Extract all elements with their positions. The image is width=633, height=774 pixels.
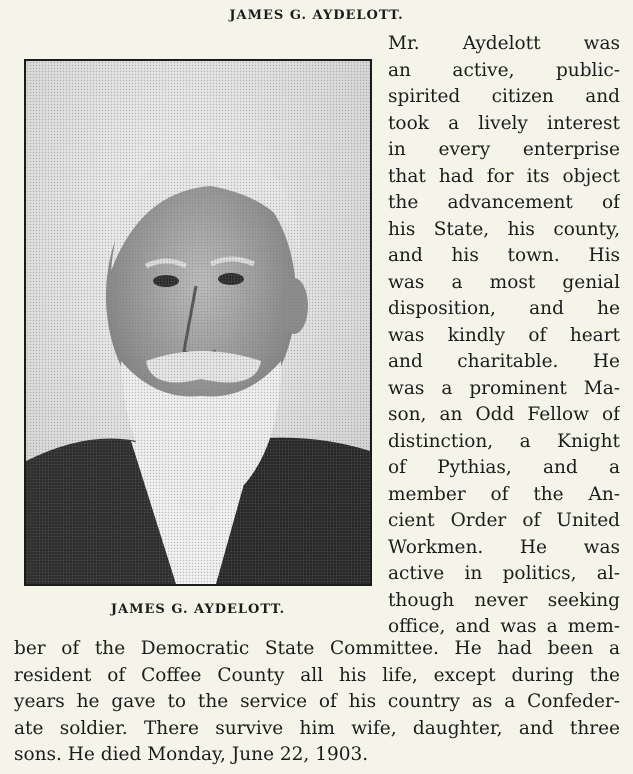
article-line: was a most genial [388,271,620,293]
article-line: spirited citizen and [388,86,620,107]
article-line: sons. He died Monday, June 22, 1903. [14,744,369,765]
article-line: office, and was a mem- [388,616,620,637]
article-column-text [388,31,620,641]
article-line: disposition, and he [388,298,620,319]
article-line: ber of the Democratic State Committee. He had been a [14,638,620,659]
article-line: son, an Odd Fellow of [388,404,620,425]
portrait-photo [24,59,372,586]
article-line: Mr. Aydelott was [388,33,620,54]
article-line: years he gave to the service of his country as a Confeder- [14,691,620,712]
article-line: though never seeking [388,589,620,611]
article-line: was kindly of heart [388,324,620,346]
article-line: active in politics, al- [388,563,620,584]
article-line: took a lively interest [388,112,620,134]
article-line: was a prominent Ma- [388,377,620,399]
article-line: that had for its object [388,165,620,187]
article-line: Workmen. He was [388,536,620,558]
article-line: ate soldier. There survive him wife, daughter, and three [14,717,620,739]
article-line: his State, his county, [388,218,620,240]
article-line: and his town. His [388,245,620,266]
article-line: in every enterprise [388,139,620,160]
article-bottom-text [14,636,620,769]
portrait-caption: JAMES G. AYDELOTT. [110,602,286,617]
page-header-title: JAMES G. AYDELOTT. [229,8,404,23]
article-line: and charitable. He [388,351,620,372]
article-line: member of the An- [388,483,620,505]
article-line: an active, public- [388,59,620,81]
article-line: distinction, a Knight [388,430,620,452]
article-line: the advancement of [388,192,620,213]
article-line: resident of Coffee County all his life, except during the [14,664,620,686]
portrait-image [26,61,370,584]
article-line: of Pythias, and a [388,457,620,478]
article-line: cient Order of United [388,510,620,531]
